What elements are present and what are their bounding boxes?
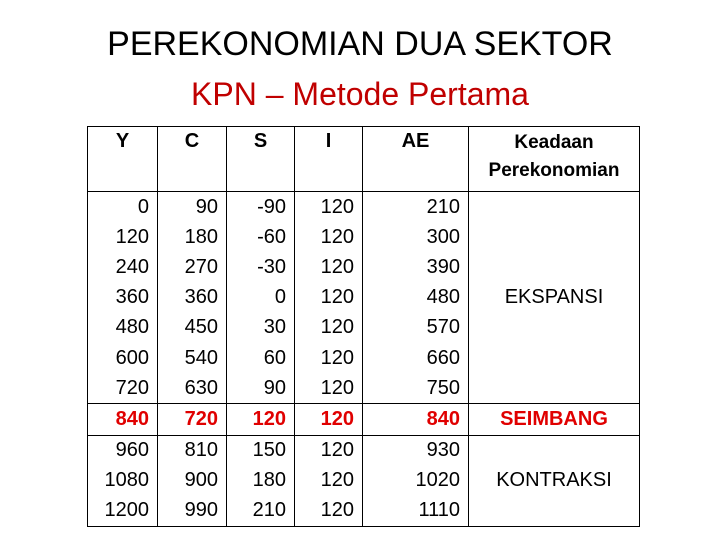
- cell-ae: 480: [363, 283, 469, 313]
- cell-ae: 210: [363, 192, 469, 223]
- cell-i: 120: [295, 252, 363, 282]
- cell-i: 120: [295, 466, 363, 496]
- cell-c: 990: [158, 496, 227, 527]
- cell-ae: 660: [363, 343, 469, 373]
- cell-c: 720: [158, 404, 227, 435]
- header-ae: AE: [363, 127, 469, 192]
- cell-s: -60: [227, 222, 295, 252]
- cell-y: 600: [88, 343, 158, 373]
- cell-i: 120: [295, 435, 363, 466]
- cell-ae: 930: [363, 435, 469, 466]
- cell-i: 120: [295, 496, 363, 527]
- header-state-line2: Perekonomian: [488, 160, 620, 181]
- cell-s: -30: [227, 252, 295, 282]
- state-expansion: EKSPANSI: [469, 192, 640, 404]
- cell-s: 30: [227, 313, 295, 343]
- cell-c: 900: [158, 466, 227, 496]
- cell-s: 120: [227, 404, 295, 435]
- cell-y: 120: [88, 222, 158, 252]
- cell-c: 270: [158, 252, 227, 282]
- cell-y: 1080: [88, 466, 158, 496]
- cell-i: 120: [295, 373, 363, 404]
- table-row: [88, 435, 640, 466]
- cell-i: 120: [295, 313, 363, 343]
- cell-s: 180: [227, 466, 295, 496]
- cell-y: 0: [88, 192, 158, 223]
- cell-y: 840: [88, 404, 158, 435]
- cell-i: 120: [295, 404, 363, 435]
- cell-ae: 1110: [363, 496, 469, 527]
- cell-s: 150: [227, 435, 295, 466]
- cell-ae: 840: [363, 404, 469, 435]
- cell-y: 960: [88, 435, 158, 466]
- cell-i: 120: [295, 192, 363, 223]
- cell-ae: 300: [363, 222, 469, 252]
- cell-ae: 750: [363, 373, 469, 404]
- header-state: [469, 127, 640, 192]
- cell-i: 120: [295, 283, 363, 313]
- cell-c: 90: [158, 192, 227, 223]
- cell-s: 0: [227, 283, 295, 313]
- cell-s: 90: [227, 373, 295, 404]
- cell-s: -90: [227, 192, 295, 223]
- cell-y: 720: [88, 373, 158, 404]
- header-state-line1: Keadaan: [514, 132, 594, 153]
- cell-i: 120: [295, 343, 363, 373]
- slide-subtitle: KPN – Metode Pertama: [191, 76, 529, 112]
- slide-title: PEREKONOMIAN DUA SEKTOR: [107, 25, 613, 63]
- header-i: I: [295, 127, 363, 192]
- table-row: [88, 192, 640, 223]
- cell-y: 360: [88, 283, 158, 313]
- state-equilibrium: SEIMBANG: [469, 404, 640, 435]
- cell-y: 1200: [88, 496, 158, 527]
- cell-c: 180: [158, 222, 227, 252]
- table-row-equilibrium: [88, 404, 640, 435]
- economy-table: [87, 126, 640, 527]
- cell-s: 210: [227, 496, 295, 527]
- cell-c: 360: [158, 283, 227, 313]
- cell-ae: 1020: [363, 466, 469, 496]
- state-contraction: KONTRAKSI: [469, 435, 640, 527]
- cell-s: 60: [227, 343, 295, 373]
- cell-ae: 570: [363, 313, 469, 343]
- cell-y: 240: [88, 252, 158, 282]
- cell-y: 480: [88, 313, 158, 343]
- table-header-row: [88, 127, 640, 192]
- cell-ae: 390: [363, 252, 469, 282]
- cell-c: 810: [158, 435, 227, 466]
- cell-c: 540: [158, 343, 227, 373]
- header-c: C: [158, 127, 227, 192]
- header-y: Y: [88, 127, 158, 192]
- header-s: S: [227, 127, 295, 192]
- cell-c: 450: [158, 313, 227, 343]
- cell-i: 120: [295, 222, 363, 252]
- cell-c: 630: [158, 373, 227, 404]
